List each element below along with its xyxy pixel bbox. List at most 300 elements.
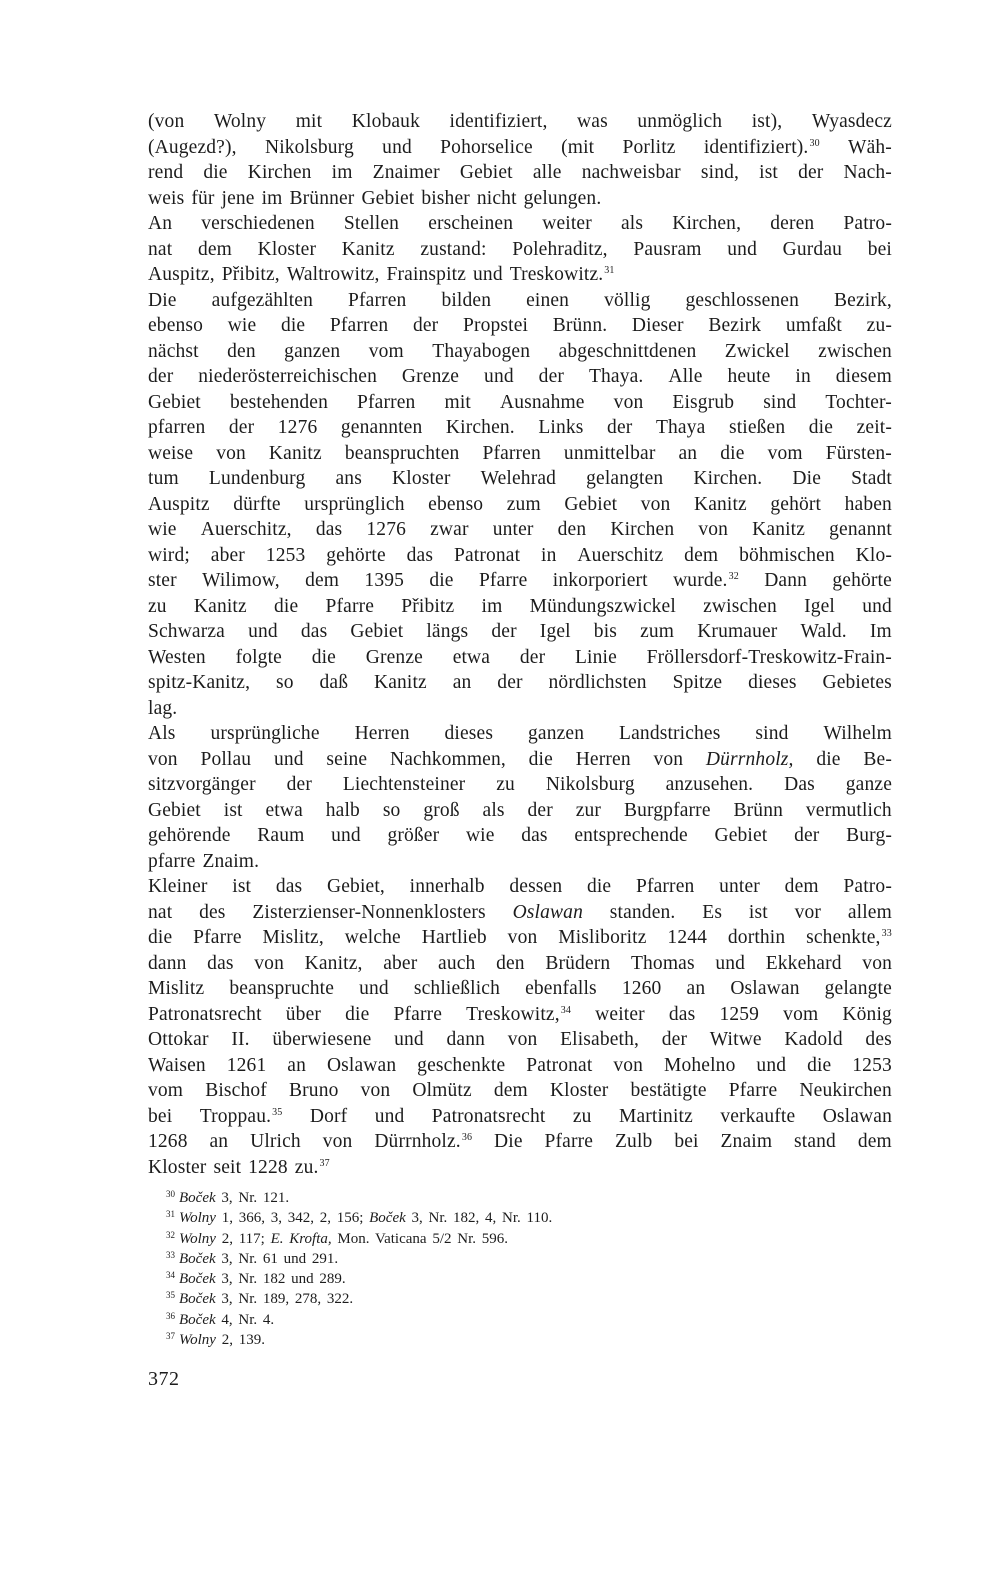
word: aufgezählten	[211, 289, 314, 311]
word: Oslawan	[822, 1105, 892, 1127]
word: der	[794, 825, 820, 846]
word: dem	[857, 1131, 892, 1152]
word: in	[541, 544, 557, 566]
text-line	[148, 619, 892, 645]
word: Waltrowitz,	[286, 264, 380, 285]
word: Kanitz	[193, 595, 247, 617]
footnote-author: Boček	[179, 1271, 216, 1288]
word: Ekkehard	[765, 952, 842, 974]
word: Pfarre	[544, 1131, 594, 1152]
word: etwa	[265, 799, 303, 821]
word: schließlich	[413, 978, 500, 999]
footnote-number: 36	[166, 1310, 175, 1321]
word: Treskowitz.$^{31}$	[509, 264, 615, 285]
text-line	[148, 951, 892, 977]
word: Mündungszwickel	[529, 595, 676, 617]
word: vom	[368, 340, 404, 362]
text-line	[148, 696, 892, 722]
footnote-number: 32	[166, 1229, 175, 1240]
text-line	[148, 645, 892, 671]
word: Zwickel	[724, 340, 790, 362]
footnote-number: 30	[166, 1189, 175, 1199]
word: der	[286, 774, 312, 795]
text-line	[148, 1027, 892, 1053]
word: II.	[231, 1029, 250, 1050]
word: verschiedenen	[201, 213, 315, 234]
word: Ausnahme	[500, 391, 585, 413]
word: den	[496, 952, 525, 974]
word: Patronatsrecht	[431, 1105, 546, 1127]
word: von	[507, 927, 538, 948]
word: sind,	[700, 162, 740, 183]
word: umfaßt	[785, 315, 842, 336]
word: im	[481, 595, 503, 617]
word: Dürrnholz.$^{36}$	[374, 1131, 473, 1152]
word: als	[620, 213, 644, 234]
word: Mislitz	[148, 978, 205, 999]
word: Pfarren	[482, 442, 541, 464]
word: bestätigte	[630, 1080, 707, 1101]
word: gehörte	[326, 544, 386, 566]
word: Propstei	[462, 315, 529, 336]
word: genannt	[829, 519, 892, 540]
word: Polehraditz,	[512, 238, 608, 260]
word: Stellen	[343, 213, 400, 234]
word: ans	[335, 468, 362, 489]
footnote-ref: 31	[604, 265, 615, 276]
word: an	[678, 442, 698, 464]
word: zum	[506, 493, 541, 515]
word: dürfte	[233, 493, 281, 515]
word: Wald.	[800, 621, 847, 642]
word: seine	[326, 748, 368, 770]
word: von	[216, 442, 246, 464]
word: die	[808, 417, 834, 438]
text-line	[148, 364, 892, 390]
word: ist),	[751, 111, 783, 132]
word: Tochter-	[825, 391, 892, 413]
word: an	[287, 1054, 307, 1076]
word: Eisgrub	[672, 391, 735, 413]
word: einen	[526, 289, 570, 311]
word: Hartlieb	[421, 927, 487, 948]
word: Igel	[539, 621, 571, 642]
word: und	[359, 978, 389, 999]
word: Pfarre	[393, 1003, 443, 1025]
word: erscheinen	[428, 213, 514, 234]
word: im	[261, 187, 283, 209]
text-line	[148, 390, 892, 416]
word: dem	[684, 544, 719, 566]
word: Patro-	[843, 876, 892, 897]
word: Linie	[574, 646, 617, 668]
word: verkaufte	[720, 1105, 796, 1127]
word: innerhalb	[409, 876, 485, 897]
word: 1253	[265, 544, 306, 566]
word: Kanitz,	[304, 952, 363, 974]
word: Zisterzienser-Nonnenklosters	[252, 901, 486, 923]
word: inkorporiert	[552, 570, 648, 591]
word: entsprechende	[574, 825, 688, 846]
word: das	[521, 825, 548, 846]
word: wie	[227, 315, 257, 336]
word: deren	[770, 213, 815, 234]
word: identifiziert,	[449, 111, 548, 132]
word: Gebiet,	[327, 876, 385, 897]
word: Kirchen.	[693, 468, 763, 489]
word: Kirchen,	[672, 213, 742, 234]
word: ursprüngliche	[210, 723, 320, 744]
word: wie	[148, 519, 177, 540]
word: Wilimow,	[202, 570, 280, 591]
word: so	[276, 672, 294, 693]
word: Als	[148, 723, 176, 744]
word: dann	[446, 1029, 486, 1050]
word: Gebiet	[148, 391, 201, 413]
word: allem	[847, 901, 892, 923]
text-line	[148, 849, 892, 875]
word: der	[798, 162, 824, 183]
word: Pollau	[200, 748, 252, 770]
word: mit	[444, 391, 471, 413]
word: gelangte	[824, 978, 892, 999]
word: Spitze	[672, 672, 723, 693]
word: Znaim.	[202, 850, 260, 872]
word: Witwe	[709, 1029, 762, 1050]
word: von	[254, 952, 284, 974]
word: gelangten	[586, 468, 664, 489]
word: sitzvorgänger	[148, 774, 256, 795]
word: alle	[532, 162, 562, 183]
word: diesem	[835, 366, 892, 387]
word: Mohelno	[664, 1054, 736, 1076]
word: Nikolsburg	[264, 136, 354, 158]
word: die	[311, 646, 336, 668]
word: pfarren	[148, 417, 206, 438]
word: Kanitz	[268, 442, 322, 464]
word: König	[842, 1003, 892, 1025]
word: Thaya	[655, 417, 706, 438]
text-line	[148, 721, 892, 747]
word: Přibitz	[401, 595, 455, 617]
word: sind	[763, 391, 797, 413]
word: Lundenburg	[208, 468, 306, 489]
word: ebenso	[148, 315, 204, 336]
word: Schwarza	[148, 621, 225, 642]
word: wurde.$^{32}$	[673, 570, 739, 591]
word: aber	[383, 952, 418, 974]
word: und	[727, 238, 757, 260]
word: Gebiet	[148, 799, 201, 821]
word: die	[345, 1003, 370, 1025]
word: geschenkte	[417, 1054, 506, 1076]
word: Ottokar	[148, 1029, 209, 1050]
word: ist	[223, 799, 243, 821]
word: Kirchen	[610, 519, 675, 540]
word: Kadold	[784, 1029, 843, 1050]
word: ganzen	[528, 723, 585, 744]
word: als	[482, 799, 505, 821]
word: dessen	[509, 876, 563, 897]
word: Gebiet	[714, 825, 768, 846]
word: auch	[438, 952, 476, 974]
word: Porlitz	[622, 136, 676, 158]
footnote-author: Wolny	[179, 1230, 216, 1247]
word: bei	[148, 1105, 173, 1127]
word: Kleiner	[148, 876, 208, 897]
word: Auspitz,	[148, 264, 215, 285]
word: und	[374, 1105, 405, 1127]
word: Im	[869, 621, 892, 642]
word: An	[148, 213, 173, 234]
word: Přibitz,	[221, 264, 280, 285]
word: nachweisbar	[581, 162, 681, 183]
word: weiter	[595, 1003, 645, 1025]
word: gehört	[770, 493, 822, 515]
word: zwischen	[703, 595, 777, 617]
word: ebenso	[428, 493, 484, 515]
word: Kloster	[392, 468, 451, 489]
word: genannten	[340, 417, 423, 438]
footnote-number: 31	[166, 1209, 175, 1220]
word: der	[538, 366, 565, 387]
footnote-author: E. Krofta,	[270, 1230, 332, 1247]
word: das	[668, 1003, 696, 1025]
word: der	[228, 417, 255, 438]
word: schenkte,$^{33}$	[806, 927, 892, 948]
word: Be-	[863, 748, 892, 770]
word: Kanitz	[373, 672, 427, 693]
word: von	[653, 748, 684, 770]
word: 1244	[667, 927, 708, 948]
word: von	[613, 391, 644, 413]
footnote-author: Boček	[179, 1250, 216, 1267]
word: ursprünglich	[304, 493, 405, 515]
text-line	[148, 1155, 892, 1181]
text-line	[148, 262, 892, 288]
word: das	[300, 621, 328, 642]
word: und	[715, 952, 746, 974]
word: Raum	[257, 825, 305, 846]
word: Welehrad	[480, 468, 557, 489]
word: Nachkommen,	[389, 748, 506, 770]
word: zustand:	[420, 238, 487, 260]
word: der	[497, 672, 523, 693]
word: heute	[727, 366, 771, 387]
word: Patro-	[843, 213, 892, 234]
word: 1276	[277, 417, 318, 438]
word: Pfarre	[728, 1080, 778, 1101]
word: der	[519, 646, 546, 668]
footnote-ref: 33	[881, 928, 892, 939]
word: (mit	[561, 136, 595, 158]
word: Dieser	[631, 315, 684, 336]
footnote-ref: 30	[809, 137, 820, 149]
word: Gebietes	[822, 672, 892, 693]
text-line	[148, 925, 892, 951]
word: Olmütz	[412, 1080, 472, 1101]
word: stießen	[728, 417, 786, 438]
text-line	[148, 900, 892, 926]
word: aber	[210, 544, 245, 566]
word: Waisen	[148, 1054, 206, 1076]
word: rend	[148, 162, 184, 183]
word: die	[280, 315, 306, 336]
word: die	[429, 570, 454, 591]
word: Patronatsrecht	[148, 1003, 262, 1025]
word: dem	[197, 238, 232, 260]
footnote: $^{32}$ Wolny 2, 117; E. Krofta, Mon. Vaticana 5/2 Nr. 596.	[166, 1229, 508, 1247]
word: die	[528, 748, 553, 770]
word: Pfarren	[329, 315, 389, 336]
word: Znaimer	[372, 162, 440, 183]
word: Martinitz	[618, 1105, 693, 1127]
word: und	[484, 366, 514, 387]
word: von	[613, 1054, 644, 1076]
word: Herren	[354, 723, 410, 744]
footnote-number: 34	[166, 1270, 175, 1281]
word: Pfarre	[478, 570, 528, 591]
word: abgeschnittdenen	[558, 340, 697, 362]
word: Zulb	[614, 1131, 653, 1152]
word: Westen	[148, 646, 206, 668]
word: Dorf	[309, 1105, 348, 1127]
word: vom	[148, 1080, 184, 1101]
word: daß	[319, 672, 349, 693]
word: 1276	[366, 519, 406, 540]
word: Znaim	[720, 1131, 773, 1152]
word: tum	[148, 468, 179, 489]
word: Kanitz	[752, 519, 806, 540]
word: zu	[496, 774, 515, 795]
text-line	[148, 772, 892, 798]
word: wird;	[148, 544, 190, 566]
word: und	[394, 1029, 424, 1050]
text-line	[148, 1104, 892, 1130]
word: der	[491, 621, 517, 642]
word: unmittelbar	[563, 442, 656, 464]
word: Es	[702, 901, 723, 923]
word: zwar	[430, 519, 469, 540]
word: zeit-	[856, 417, 892, 438]
text-line	[148, 543, 892, 569]
word: Wolny	[213, 111, 267, 132]
text-line	[148, 1078, 892, 1104]
word: zu	[148, 595, 167, 617]
text-line	[148, 874, 892, 900]
word: groß	[423, 799, 460, 821]
footnote-ref: 37	[319, 1157, 330, 1169]
word: Patronat	[526, 1054, 593, 1076]
word: Pohorselice	[440, 136, 533, 158]
word: nat	[148, 238, 173, 260]
word: und	[862, 595, 892, 617]
footnote-ref: 34	[560, 1004, 572, 1016]
footnote: $^{31}$ Wolny 1, 366, 3, 342, 2, 156; Boček 3, Nr. 182, 4, Nr. 110.	[166, 1209, 553, 1227]
footnote: $^{34}$ Boček 3, Nr. 182 und 289.	[166, 1270, 346, 1288]
word: Liechtensteiner	[342, 774, 466, 795]
text-line	[148, 594, 892, 620]
word: identifiziert).$^{30}$	[703, 136, 820, 158]
word: die	[807, 1054, 832, 1076]
word: weis	[148, 187, 185, 209]
word: sind	[755, 723, 789, 744]
word: Gebiet	[361, 187, 415, 209]
word: und	[248, 621, 278, 642]
word: von	[148, 748, 178, 770]
word: nicht	[476, 187, 517, 209]
word: gelungen.	[523, 187, 602, 209]
footnote: $^{37}$ Wolny 2, 139.	[166, 1331, 265, 1349]
word: und	[331, 825, 361, 846]
word: stand	[794, 1131, 836, 1152]
word: Oslawan	[730, 978, 800, 999]
word: an	[452, 672, 472, 693]
text-line	[148, 313, 892, 339]
footnote-ref: 35	[272, 1106, 283, 1118]
word: seit	[213, 1156, 242, 1178]
word: das	[207, 952, 234, 974]
word: den	[557, 519, 587, 540]
word: das	[275, 876, 303, 897]
word: Pfarre	[325, 595, 375, 617]
word: anzusehen.	[665, 774, 754, 795]
word: nächst	[148, 340, 199, 362]
word: Oslawan	[326, 1054, 397, 1076]
word: nördlichsten	[548, 672, 647, 693]
word: zu-	[866, 315, 892, 336]
word: über	[285, 1003, 322, 1025]
word: und	[273, 748, 304, 770]
word: von	[322, 1131, 353, 1152]
word: 1260	[621, 978, 662, 999]
word: Stadt	[851, 468, 892, 489]
text-line	[148, 1129, 892, 1155]
word: des	[865, 1029, 892, 1050]
text-line	[148, 441, 892, 467]
word: und	[756, 1054, 787, 1076]
word: Kanitz	[341, 238, 395, 260]
footnote-ref: 32	[728, 571, 739, 582]
word: bestehenden	[229, 391, 328, 413]
word: Fröllersdorf-Treskowitz-Frain-	[646, 646, 892, 668]
word: unmöglich	[637, 111, 723, 132]
word: von	[862, 952, 892, 974]
text-line	[148, 415, 892, 441]
word: die	[816, 748, 841, 770]
word: bei	[867, 238, 892, 260]
word: ist	[748, 901, 768, 923]
word: Kloster	[148, 1156, 207, 1178]
text-line	[148, 798, 892, 824]
word: von	[640, 493, 671, 515]
word: etwa	[452, 646, 491, 668]
word: ist	[759, 162, 778, 183]
word: Pausram	[633, 238, 702, 260]
word: die	[274, 595, 299, 617]
text-line	[148, 211, 892, 237]
word: Pfarren	[357, 391, 416, 413]
word: haben	[844, 493, 892, 515]
word: dann	[148, 952, 187, 974]
word: größer	[387, 825, 440, 846]
word: ster	[148, 570, 177, 591]
footnote-author: Boček	[369, 1210, 406, 1227]
footnote: $^{30}$ Boček 3, Nr. 121.	[166, 1189, 290, 1206]
footnote-author: Boček	[179, 1190, 216, 1206]
word: im	[331, 162, 353, 183]
word: Ulrich	[250, 1131, 301, 1152]
